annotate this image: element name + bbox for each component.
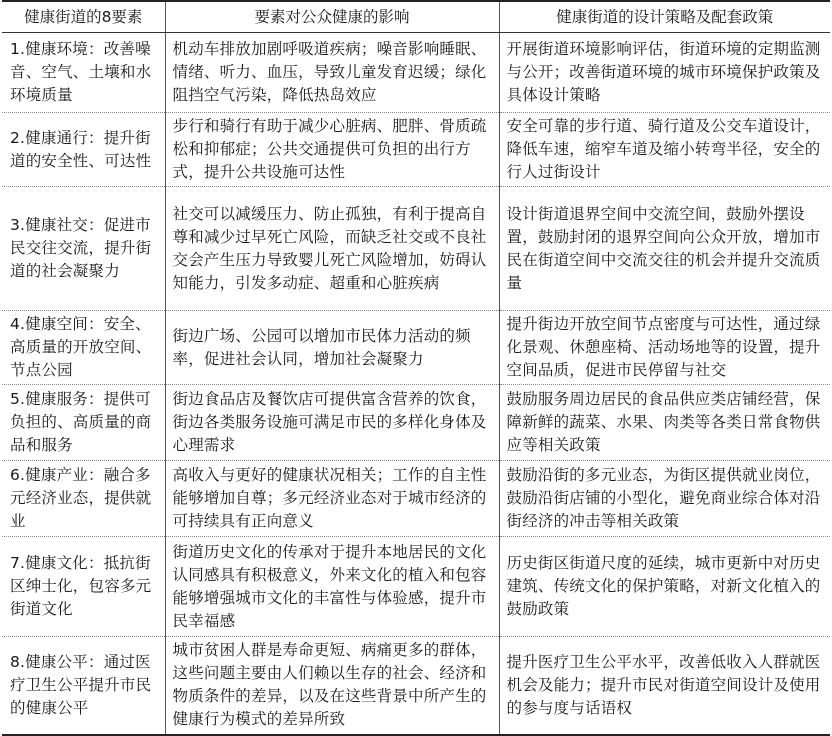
element-cell: 8.健康公平：通过医疗卫生公平提升市民的健康公平: [2, 637, 165, 735]
table-row: [2, 537, 830, 637]
element-cell: 2.健康通行：提升街道的安全性、可达性: [2, 113, 165, 187]
element-cell: 6.健康产业：融合多元经济业态，提供就业: [2, 461, 165, 537]
table-row: [2, 461, 830, 537]
table-row: [2, 113, 830, 187]
impact-cell: 社交可以减缓压力、防止孤独，有利于提高自尊和减少过早死亡风险，而缺乏社交或不良社交会产生压力导致婴儿死亡风险增加，妨碍认知能力，引发多动症、超重和心脏疾病: [165, 187, 499, 311]
element-cell: 7.健康文化：抵抗街区绅士化，包容多元街道文化: [2, 537, 165, 637]
element-cell: 3.健康社交：促进市民交往交流，提升街道的社会凝聚力: [2, 187, 165, 311]
table-header-row: [2, 1, 830, 33]
header-elements: 健康街道的8要素: [2, 1, 165, 33]
element-cell: 4.健康空间：安全、高质量的开放空间、节点公园: [2, 311, 165, 385]
strategy-cell: 提升街边开放空间节点密度与可达性，通过绿化景观、休憩座椅、活动场地等的设置，提升空间品质，促进市民停留与社交: [499, 311, 830, 385]
strategy-cell: 鼓励服务周边居民的食品供应类店铺经营，保障新鲜的蔬菜、水果、肉类等各类日常食物供应等相关政策: [499, 385, 830, 461]
element-cell: 1.健康环境：改善噪音、空气、土壤和水环境质量: [2, 33, 165, 113]
header-strategy: 健康街道的设计策略及配套政策: [499, 1, 830, 33]
strategy-cell: 设计街道退界空间中交流空间，鼓励外摆设置，鼓励封闭的退界空间向公众开放，增加市民在街道空间中交流交往的机会并提升交流质量: [499, 187, 830, 311]
table-row: [2, 33, 830, 113]
impact-cell: 街道历史文化的传承对于提升本地居民的文化认同感具有积极意义，外来文化的植入和包容能够增强城市文化的丰富性与体验感，提升市民幸福感: [165, 537, 499, 637]
table-row: [2, 311, 830, 385]
strategy-cell: 提升医疗卫生公平水平，改善低收入人群就医机会及能力；提升市民对街道空间设计及使用的参与度与话语权: [506, 652, 821, 717]
strategy-cell: 鼓励沿街的多元业态，为街区提供就业岗位，鼓励沿街店铺的小型化，避免商业综合体对沿街经济的冲击等相关政策: [499, 461, 830, 537]
table-row: [2, 385, 830, 461]
impact-cell: 城市贫困人群是寿命更短、病痛更多的群体，这些问题主要由人们赖以生存的社会、经济和物质条件的差异，以及在这些背景中所产生的健康行为模式的差异所致: [165, 637, 499, 735]
strategy-cell: 安全可靠的步行道、骑行道及公交车道设计，降低车速，缩窄车道及缩小转弯半径，安全的行人过街设计: [499, 113, 830, 187]
health-street-table: [2, 0, 830, 736]
strategy-cell: 开展街道环境影响评估，街道环境的定期监测与公开；改善街道环境的城市环境保护政策及具体设计策略: [499, 33, 830, 113]
impact-cell: 街边食品店及餐饮店可提供富含营养的饮食，街边各类服务设施可满足市民的多样化身体及心理需求: [165, 385, 499, 461]
impact-cell: 步行和骑行有助于减少心脏病、肥胖、骨质疏松和抑郁症；公共交通提供可负担的出行方式，提升公共设施可达性: [165, 113, 499, 187]
table-row: [2, 637, 830, 735]
table-row: [2, 187, 830, 311]
header-impact: 要素对公众健康的影响: [165, 1, 499, 33]
strategy-cell: 历史街区街道尺度的延续，城市更新中对历史建筑、传统文化的保护策略，对新文化植入的鼓励政策: [499, 537, 830, 637]
impact-cell: 机动车排放加剧呼吸道疾病；噪音影响睡眠、情绪、听力、血压，导致儿童发育迟缓；绿化阻挡空气污染，降低热岛效应: [165, 33, 499, 113]
element-cell: 5.健康服务：提供可负担的、高质量的商品和服务: [2, 385, 165, 461]
impact-cell: 高收入与更好的健康状况相关；工作的自主性能够增加自尊；多元经济业态对于城市经济的可持续具有正向意义: [165, 461, 499, 537]
impact-cell: 街边广场、公园可以增加市民体力活动的频率，促进社会认同，增加社会凝聚力: [165, 311, 499, 385]
